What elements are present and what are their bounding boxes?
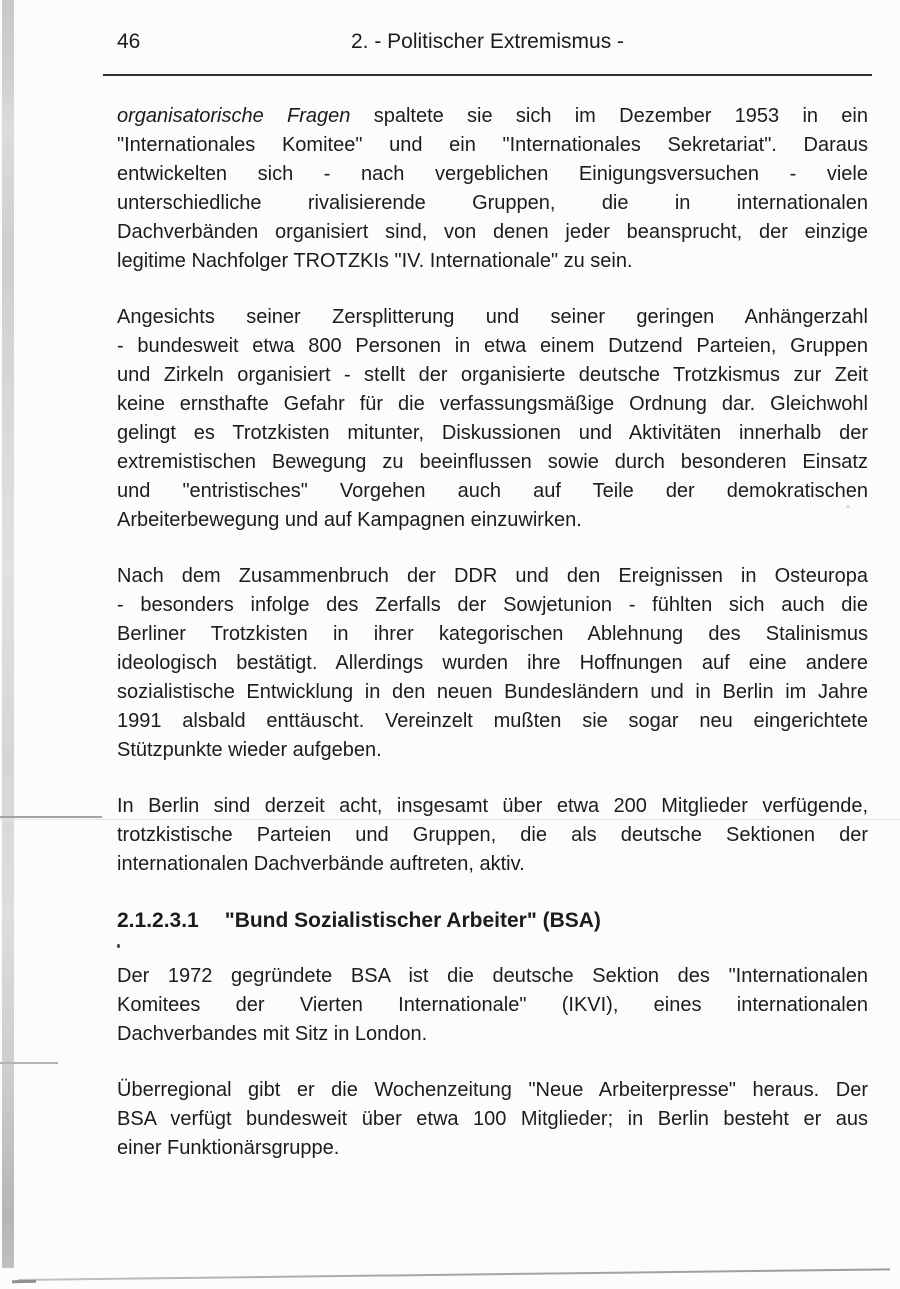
italic-lead-text: organisatorische Fragen <box>117 105 351 127</box>
text-line: und "entristisches" Vorgehen auch auf Teile der demokratischen <box>117 480 868 502</box>
text-line: Komitees der Vierten Internationale" (IKVI), eines internationalen <box>117 994 868 1016</box>
header-rule <box>103 74 872 76</box>
text-line: Dachverbandes mit Sitz in London. <box>117 1023 428 1045</box>
text-line: keine ernsthafte Gefahr für die verfassungsmäßige Ordnung dar. Gleichwohl <box>117 393 868 415</box>
text-line: ideologisch bestätigt. Allerdings wurden ihre Hoffnungen auf eine andere <box>117 652 868 674</box>
scan-margin-dash-lower <box>0 1062 58 1064</box>
text-line: "Internationales Komitee" und ein "Internationales Sekretariat". Daraus <box>117 134 868 156</box>
text-line: Stützpunkte wieder aufgeben. <box>117 739 382 761</box>
paragraph-3 <box>117 562 868 765</box>
text-line: internationalen Dachverbände auftreten, aktiv. <box>117 853 525 875</box>
text-line: gelingt es Trotzkisten mitunter, Diskussionen und Aktivitäten innerhalb der <box>117 422 868 444</box>
text-line: 1991 alsbald enttäuscht. Vereinzelt mußten sie sogar neu eingerichtete <box>117 710 868 732</box>
paragraph-6 <box>117 1076 868 1163</box>
lead-rest-text: spaltete sie sich im Dezember 1953 in ein <box>373 105 868 127</box>
text-line: - bundesweit etwa 800 Personen in etwa einem Dutzend Parteien, Gruppen <box>117 335 868 357</box>
scan-left-edge-band <box>2 0 14 1268</box>
text-line: Angesichts seiner Zersplitterung und seiner geringen Anhängerzahl <box>117 306 868 328</box>
scan-bottom-page-edge-line <box>18 1268 890 1281</box>
text-line: sozialistische Entwicklung in den neuen Bundesländern und in Berlin im Jahre <box>117 681 868 703</box>
text-line: und Zirkeln organisiert - stellt der organisierte deutsche Trotzkismus zur Zeit <box>117 364 868 386</box>
text-line: einer Funktionärsgruppe. <box>117 1137 340 1159</box>
text-line: trotzkistische Parteien und Gruppen, die als deutsche Sektionen der <box>117 824 868 846</box>
running-header <box>103 30 872 60</box>
page-number: 46 <box>117 30 141 53</box>
text-line: Der 1972 gegründete BSA ist die deutsche Sektion des "Internationalen <box>117 965 868 987</box>
section-heading-title: "Bund Sozialistischer Arbeiter" (BSA) <box>224 909 601 932</box>
section-heading-number: 2.1.2.3.1 <box>117 909 199 932</box>
text-line: Dachverbänden organisiert sind, von denen jeder beansprucht, der einzige <box>117 221 868 243</box>
text-line: Überregional gibt er die Wochenzeitung "Neue Arbeiterpresse" heraus. Der <box>117 1079 868 1101</box>
scan-bottom-edge-start <box>12 1280 36 1283</box>
paragraph-1 <box>117 102 868 276</box>
text-line: In Berlin sind derzeit acht, insgesamt über etwa 200 Mitglieder verfügende, <box>117 795 868 817</box>
text-line: BSA verfügt bundesweit über etwa 100 Mitglieder; in Berlin besteht er aus <box>117 1108 868 1130</box>
text-line: Arbeiterbewegung und auf Kampagnen einzuwirken. <box>117 509 582 531</box>
text-line: legitime Nachfolger TROTZKIs "IV. Internationale" zu sein. <box>117 250 633 272</box>
text-line: extremistischen Bewegung zu beeinflussen sowie durch besonderen Einsatz <box>117 451 868 473</box>
text-line: entwickelten sich - nach vergeblichen Einigungsversuchen - viele <box>117 163 868 185</box>
section-heading <box>117 906 868 935</box>
paragraph-5 <box>117 962 868 1049</box>
text-column <box>117 102 868 1190</box>
text-line <box>117 102 868 131</box>
text-line: unterschiedliche rivalisierende Gruppen, die in internationalen <box>117 192 868 214</box>
paragraph-2 <box>117 303 868 535</box>
text-line: Nach dem Zusammenbruch der DDR und den Ereignissen in Osteuropa <box>117 565 868 587</box>
text-line: Berliner Trotzkisten in ihrer kategorischen Ablehnung des Stalinismus <box>117 623 868 645</box>
paragraph-4 <box>117 792 868 879</box>
scan-margin-dash-upper <box>0 816 102 818</box>
running-header-title: 2. - Politischer Extremismus - <box>350 30 625 53</box>
text-line: - besonders infolge des Zerfalls der Sowjetunion - fühlten sich auch die <box>117 594 868 616</box>
